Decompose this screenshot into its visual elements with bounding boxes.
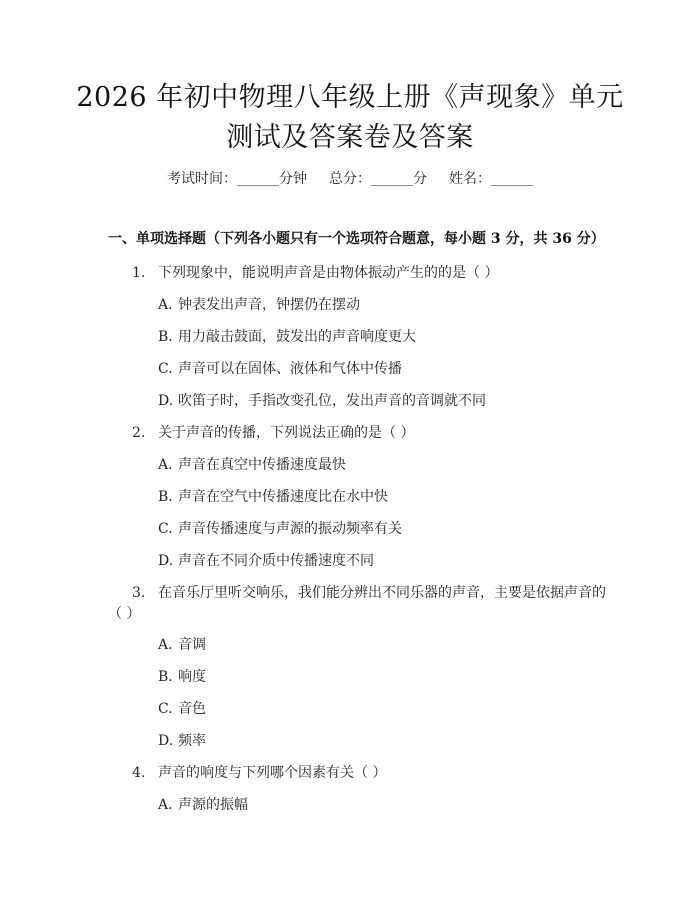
option-letter: B.	[158, 489, 173, 505]
question-1-option-a	[158, 294, 360, 314]
question-2-option-d	[158, 550, 374, 570]
question-1-option-d	[158, 390, 486, 410]
option-letter: A.	[158, 457, 173, 473]
question-2-option-c	[158, 518, 402, 538]
question-text: 声音的响度与下列哪个因素有关（ ）	[158, 765, 387, 781]
question-1-option-b	[158, 326, 416, 346]
exam-meta	[0, 168, 700, 188]
student-name-field: 姓名：______	[449, 171, 533, 187]
option-text: 音调	[178, 637, 206, 653]
option-letter: D.	[158, 393, 174, 409]
option-letter: B.	[158, 329, 173, 345]
question-1	[132, 262, 498, 282]
question-1-option-c	[158, 358, 402, 378]
question-4-option-a	[158, 794, 248, 814]
option-letter: A.	[158, 637, 173, 653]
question-3-option-c	[158, 698, 206, 718]
option-letter: B.	[158, 669, 173, 685]
question-2	[132, 422, 414, 442]
question-text: 下列现象中，能说明声音是由物体振动产生的的是（ ）	[158, 265, 499, 281]
question-3-continuation: （ ）	[108, 606, 141, 622]
option-text: 频率	[178, 733, 206, 749]
option-text: 声音传播速度与声源的振动频率有关	[178, 521, 402, 537]
option-text: 声音在不同介质中传播速度不同	[178, 553, 374, 569]
option-letter: D.	[158, 733, 174, 749]
question-number: 2.	[132, 425, 146, 441]
question-3-option-a	[158, 634, 206, 654]
question-2-option-a	[158, 454, 346, 474]
option-letter: A.	[158, 797, 173, 813]
question-3	[132, 582, 606, 602]
exam-title-line-1: 2026 年初中物理八年级上册《声现象》单元	[76, 82, 624, 113]
option-letter: A.	[158, 297, 173, 313]
question-4	[132, 762, 386, 782]
exam-time-field: 考试时间：______分钟	[167, 171, 307, 187]
option-text: 用力敲击鼓面，鼓发出的声音响度更大	[178, 329, 416, 345]
option-letter: C.	[158, 701, 173, 717]
option-letter: D.	[158, 553, 174, 569]
option-text: 响度	[178, 669, 206, 685]
question-number: 1.	[132, 265, 146, 281]
question-text: 在音乐厅里听交响乐，我们能分辨出不同乐器的声音，主要是依据声音的	[158, 585, 606, 601]
option-text: 声源的振幅	[178, 797, 248, 813]
question-3-option-d	[158, 730, 206, 750]
section-heading: 一、单项选择题（下列各小题只有一个选项符合题意，每小题 3 分，共 36 分）	[108, 231, 605, 247]
exam-title-line-2: 测试及答案卷及答案	[226, 122, 474, 153]
option-letter: C.	[158, 361, 173, 377]
option-text: 声音在真空中传播速度最快	[178, 457, 346, 473]
question-number: 4.	[132, 765, 146, 781]
option-text: 声音在空气中传播速度比在水中快	[178, 489, 388, 505]
question-number: 3.	[132, 585, 146, 601]
option-text: 吹笛子时，手指改变孔位，发出声音的音调就不同	[178, 393, 486, 409]
total-score-field: 总分：______分	[329, 171, 427, 187]
option-letter: C.	[158, 521, 173, 537]
question-3-option-b	[158, 666, 206, 686]
option-text: 声音可以在固体、液体和气体中传播	[178, 361, 402, 377]
question-text: 关于声音的传播，下列说法正确的是（ ）	[158, 425, 415, 441]
question-2-option-b	[158, 486, 388, 506]
option-text: 音色	[178, 701, 206, 717]
option-text: 钟表发出声音，钟摆仍在摆动	[178, 297, 360, 313]
